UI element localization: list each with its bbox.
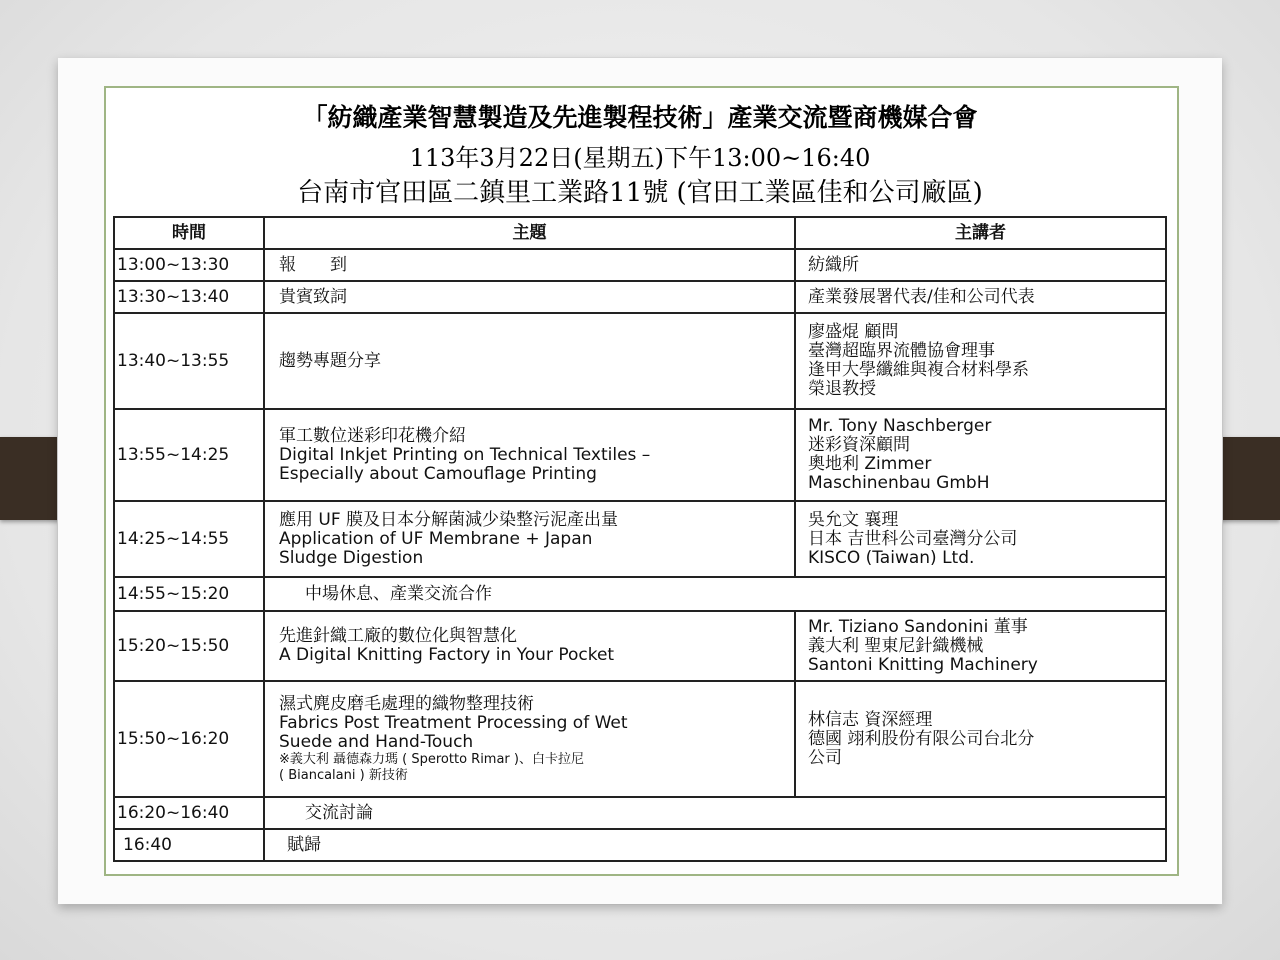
event-location: 台南市官田區二鎮里工業路11號 (官田工業區佳和公司廠區): [297, 178, 983, 208]
row-topic: [264, 829, 1166, 861]
speaker-line: Maschinenbau GmbH: [808, 473, 990, 493]
speaker-line: 奧地利 Zimmer: [808, 454, 932, 474]
row-topic: [264, 249, 795, 281]
agenda-table: [113, 216, 1167, 862]
speaker-line: Mr. Tony Naschberger: [808, 416, 992, 436]
table-row: [114, 829, 1166, 861]
event-title: 「紡織產業智慧製造及先進製程技術」產業交流暨商機媒合會: [302, 103, 978, 132]
topic-line: 交流討論: [305, 802, 373, 823]
event-date: 113年3月22日(星期五)下午13:00~16:40: [409, 144, 871, 172]
row-time: 15:20~15:50: [114, 611, 264, 681]
topic-line: A Digital Knitting Factory in Your Pocket: [279, 645, 615, 665]
topic-line: Sludge Digestion: [279, 547, 424, 568]
row-time: 14:55~15:20: [114, 577, 264, 611]
topic-line: 貴賓致詞: [279, 286, 347, 307]
topic-line: 賦歸: [287, 834, 321, 855]
speaker-line: 德國 翊利股份有限公司台北分: [808, 728, 1035, 749]
topic-line: 先進針織工廠的數位化與智慧化: [279, 626, 517, 646]
column-header-speaker: 主講者: [795, 217, 1166, 249]
speaker-line: 紡織所: [808, 254, 859, 275]
speaker-line: 廖盛焜 顧問: [808, 322, 899, 342]
speaker-line: 林信志 資深經理: [808, 709, 933, 730]
row-time: 15:50~16:20: [114, 681, 264, 797]
speaker-line: 臺灣超臨界流體協會理事: [808, 341, 995, 361]
row-time: 14:25~14:55: [114, 501, 264, 577]
topic-line: 濕式麂皮磨毛處理的織物整理技術: [279, 693, 534, 714]
speaker-line: 產業發展署代表/佳和公司代表: [808, 286, 1035, 307]
speaker-line: 義大利 聖東尼針織機械: [808, 635, 984, 656]
speaker-line: 日本 吉世科公司臺灣分公司: [808, 528, 1018, 549]
speaker-line: KISCO (Taiwan) Ltd.: [808, 547, 975, 568]
table-row: [114, 611, 1166, 681]
topic-note-line: ( Biancalani ) 新技術: [279, 767, 408, 783]
row-time: 16:20~16:40: [114, 797, 264, 829]
topic-line: Fabrics Post Treatment Processing of Wet: [279, 712, 628, 733]
topic-line: Digital Inkjet Printing on Technical Textiles –: [279, 444, 651, 465]
row-topic: [264, 577, 1166, 611]
row-speaker: [795, 281, 1166, 313]
table-row: [114, 313, 1166, 409]
table-row: [114, 281, 1166, 313]
table-row: [114, 249, 1166, 281]
row-time: 13:40~13:55: [114, 313, 264, 409]
row-speaker: [795, 249, 1166, 281]
row-topic: [264, 501, 795, 577]
row-speaker: [795, 313, 1166, 409]
row-topic: [264, 313, 795, 409]
topic-line: 趨勢專題分享: [279, 350, 381, 371]
row-time: 13:55~14:25: [114, 409, 264, 501]
speaker-line: Mr. Tiziano Sandonini 董事: [808, 616, 1028, 637]
speaker-line: 吳允文 襄理: [808, 509, 899, 530]
table-row: [114, 797, 1166, 829]
row-time: 13:00~13:30: [114, 249, 264, 281]
topic-line: 報 到: [279, 254, 347, 275]
column-header-time: 時間: [114, 217, 264, 249]
agenda-header-row: [114, 217, 1166, 249]
topic-line: 應用 UF 膜及日本分解菌減少染整污泥產出量: [279, 509, 619, 530]
speaker-line: Santoni Knitting Machinery: [808, 654, 1038, 675]
speaker-line: 榮退教授: [808, 379, 876, 399]
topic-note-line: ※義大利 聶德森力瑪 ( Sperotto Rimar )、白卡拉尼: [279, 751, 584, 767]
speaker-line: 逢甲大學纖維與複合材料學系: [808, 360, 1029, 380]
table-row: [114, 681, 1166, 797]
row-topic: [264, 611, 795, 681]
topic-line: Suede and Hand-Touch: [279, 731, 474, 752]
row-speaker: [795, 681, 1166, 797]
topic-line: 中場休息、產業交流合作: [305, 583, 492, 604]
row-topic: [264, 281, 795, 313]
row-topic: [264, 797, 1166, 829]
table-row: [114, 501, 1166, 577]
speaker-line: 迷彩資深顧問: [808, 435, 910, 455]
topic-line: 軍工數位迷彩印花機介紹: [279, 425, 466, 446]
row-topic: [264, 681, 795, 797]
row-speaker: [795, 501, 1166, 577]
table-row: [114, 409, 1166, 501]
row-topic: [264, 409, 795, 501]
column-header-topic: 主題: [264, 217, 795, 249]
topic-line: Especially about Camouflage Printing: [279, 463, 597, 484]
row-speaker: [795, 409, 1166, 501]
row-speaker: [795, 611, 1166, 681]
row-time: 13:30~13:40: [114, 281, 264, 313]
speaker-line: 公司: [808, 747, 842, 768]
row-time: 16:40: [114, 829, 264, 861]
topic-line: Application of UF Membrane + Japan: [279, 528, 593, 549]
table-row: [114, 577, 1166, 611]
